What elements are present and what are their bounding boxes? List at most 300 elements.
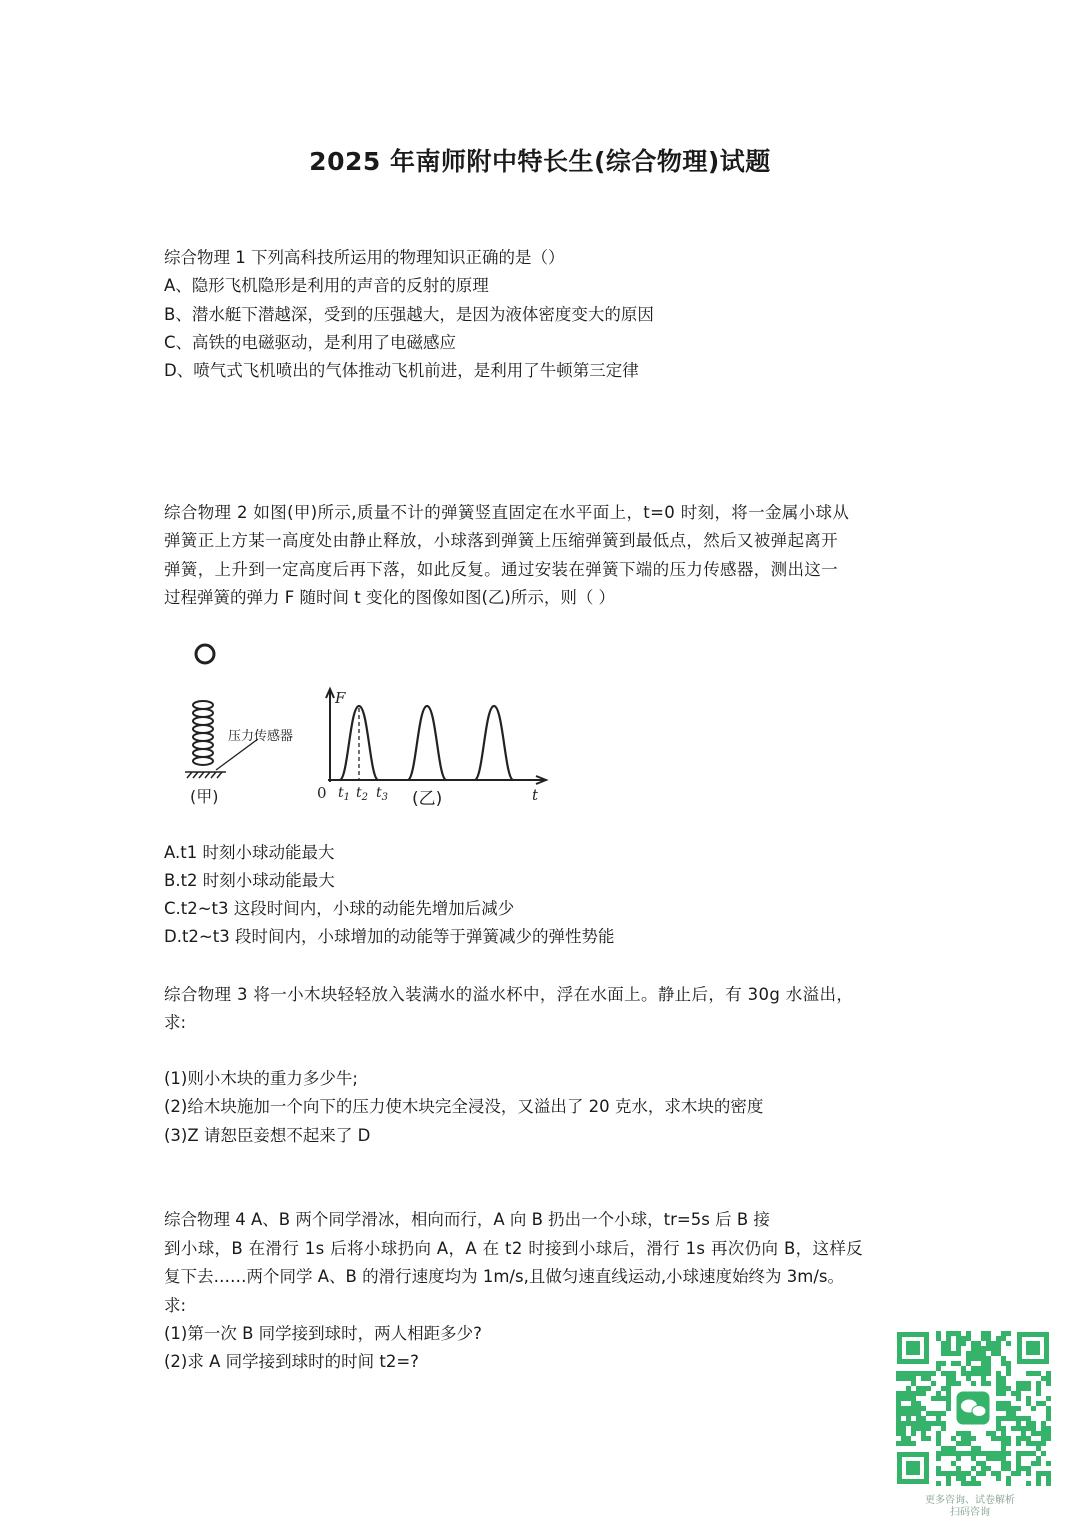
q2-option-d: D.t2~t3 段时间内，小球增加的动能等于弹簧减少的弹性势能 (164, 927, 615, 946)
qr-module (916, 1426, 921, 1431)
qr-caption-line-1: 更多咨询、试卷解析 (925, 1495, 1015, 1506)
force-pulse-3 (475, 706, 513, 780)
qr-module (911, 1441, 916, 1446)
qr-module (1001, 1376, 1006, 1381)
qr-module (941, 1346, 946, 1351)
qr-module (916, 1416, 921, 1421)
qr-module (946, 1386, 951, 1391)
qr-module (971, 1481, 976, 1486)
qr-module (1006, 1441, 1011, 1446)
qr-module (976, 1461, 981, 1466)
qr-module (911, 1381, 916, 1386)
qr-module (951, 1361, 956, 1366)
qr-module (936, 1366, 941, 1371)
qr-module (1016, 1396, 1021, 1401)
qr-module (966, 1431, 971, 1436)
qr-module (921, 1431, 926, 1436)
q2-stem-line-4: 过程弹簧的弹力 F 随时间 t 变化的图像如图(乙)所示，则（ ） (164, 588, 616, 607)
q2-figure (180, 640, 560, 810)
qr-module (901, 1376, 906, 1381)
qr-module (971, 1346, 976, 1351)
qr-module (896, 1406, 901, 1411)
qr-module (1046, 1481, 1051, 1486)
qr-code[interactable] (893, 1328, 1053, 1493)
qr-module (1036, 1386, 1041, 1391)
qr-module (951, 1371, 956, 1376)
qr-module (951, 1446, 956, 1451)
qr-module (1006, 1461, 1011, 1466)
qr-module (966, 1441, 971, 1446)
qr-module (921, 1391, 926, 1396)
qr-module (896, 1391, 901, 1396)
qr-module (1001, 1451, 1006, 1456)
qr-module (1041, 1436, 1046, 1441)
qr-module (1036, 1391, 1041, 1396)
qr-module (1041, 1426, 1046, 1431)
qr-module (1001, 1446, 1006, 1451)
qr-module (1026, 1466, 1031, 1471)
qr-module (966, 1336, 971, 1341)
qr-module (996, 1416, 1001, 1421)
qr-module (1031, 1461, 1036, 1466)
qr-module (951, 1436, 956, 1441)
sensor-label: 压力传感器 (228, 729, 294, 744)
qr-module (1001, 1401, 1006, 1406)
qr-module (896, 1441, 901, 1446)
qr-module (936, 1331, 941, 1336)
qr-module (1001, 1356, 1006, 1361)
qr-module (956, 1381, 961, 1386)
qr-module (996, 1371, 1001, 1376)
qr-module (906, 1386, 911, 1391)
qr-module (956, 1361, 961, 1366)
qr-module (1031, 1441, 1036, 1446)
q1-stem: 综合物理 1 下列高科技所运用的物理知识正确的是（） (164, 248, 565, 267)
qr-module (1031, 1451, 1036, 1456)
qr-module (981, 1451, 986, 1456)
figure-caption-left: (甲) (190, 787, 219, 806)
qr-module (996, 1336, 1001, 1341)
qr-module (1026, 1436, 1031, 1441)
qr-module (946, 1481, 951, 1486)
qr-module (896, 1411, 901, 1416)
qr-module (1016, 1391, 1021, 1396)
qr-module (941, 1421, 946, 1426)
qr-module (996, 1451, 1001, 1456)
qr-module (901, 1391, 906, 1396)
qr-module (901, 1441, 906, 1446)
qr-module (1001, 1416, 1006, 1421)
qr-module (901, 1411, 906, 1416)
qr-module (971, 1436, 976, 1441)
qr-module (941, 1361, 946, 1366)
q1-option-b: B、潜水艇下潜越深，受到的压强越大，是因为液体密度变大的原因 (164, 305, 654, 324)
qr-module (1016, 1451, 1021, 1456)
qr-module (1026, 1381, 1031, 1386)
qr-module (996, 1376, 1001, 1381)
q2-stem-line-1: 综合物理 2 如图(甲)所示,质量不计的弹簧竖直固定在水平面上，t=0 时刻，将一金属小球从 (164, 503, 850, 522)
qr-module (1041, 1471, 1046, 1476)
qr-module (1021, 1451, 1026, 1456)
qr-module (1016, 1426, 1021, 1431)
qr-module (936, 1451, 941, 1456)
qr-module (996, 1351, 1001, 1356)
qr-module (1006, 1406, 1011, 1411)
qr-module (1036, 1481, 1041, 1486)
qr-module (1046, 1436, 1051, 1441)
qr-module (1011, 1426, 1016, 1431)
qr-module (921, 1416, 926, 1421)
qr-module (966, 1331, 971, 1336)
qr-module (951, 1351, 956, 1356)
qr-module (966, 1481, 971, 1486)
qr-module (991, 1346, 996, 1351)
qr-module (941, 1386, 946, 1391)
qr-module (1006, 1401, 1011, 1406)
qr-module (936, 1471, 941, 1476)
qr-module (981, 1351, 986, 1356)
qr-module (996, 1381, 1001, 1386)
q2-option-c: C.t2~t3 这段时间内，小球的动能先增加后减少 (164, 899, 515, 918)
qr-module (986, 1346, 991, 1351)
qr-module (921, 1426, 926, 1431)
qr-module (926, 1436, 931, 1441)
wechat-icon (955, 1390, 991, 1426)
qr-module (946, 1376, 951, 1381)
qr-module (1046, 1461, 1051, 1466)
qr-module (1041, 1376, 1046, 1381)
qr-module (901, 1426, 906, 1431)
qr-module (981, 1376, 986, 1381)
qr-module (986, 1331, 991, 1336)
qr-module (986, 1361, 991, 1366)
qr-module (1016, 1421, 1021, 1426)
qr-module (971, 1451, 976, 1456)
qr-module (916, 1391, 921, 1396)
qr-module (1006, 1386, 1011, 1391)
tick-label-t2: $t_2$ (356, 785, 369, 803)
qr-module (1016, 1461, 1021, 1466)
qr-module (941, 1396, 946, 1401)
qr-module (1036, 1446, 1041, 1451)
qr-module (896, 1401, 901, 1406)
qr-module (911, 1391, 916, 1396)
qr-module (956, 1341, 961, 1346)
qr-module (916, 1411, 921, 1416)
spring (193, 701, 213, 765)
qr-module (1046, 1426, 1051, 1431)
qr-module (986, 1456, 991, 1461)
qr-module (986, 1366, 991, 1371)
qr-module (986, 1371, 991, 1376)
qr-module (1001, 1386, 1006, 1391)
qr-module (996, 1401, 1001, 1406)
qr-module (956, 1336, 961, 1341)
qr-module (996, 1406, 1001, 1411)
qr-module (946, 1381, 951, 1386)
qr-module (911, 1411, 916, 1416)
qr-module (1001, 1426, 1006, 1431)
qr-module (1031, 1431, 1036, 1436)
qr-module (966, 1471, 971, 1476)
qr-module (936, 1411, 941, 1416)
qr-module (956, 1441, 961, 1446)
qr-module (951, 1331, 956, 1336)
qr-module (1046, 1431, 1051, 1436)
qr-module (1001, 1466, 1006, 1471)
qr-module (1006, 1476, 1011, 1481)
qr-module (936, 1431, 941, 1436)
qr-module (946, 1446, 951, 1451)
qr-module (896, 1426, 901, 1431)
q4-stem-line-2: 到小球，B 在滑行 1s 后将小球扔向 A，A 在 t2 时接到小球后，滑行 1s 再次仍向 B，这样反 (164, 1239, 864, 1258)
qr-module (946, 1371, 951, 1376)
qr-module (911, 1396, 916, 1401)
qr-module (981, 1346, 986, 1351)
figure-caption-right: (乙) (412, 789, 443, 809)
qr-module (1026, 1416, 1031, 1421)
qr-module (986, 1381, 991, 1386)
qr-module (1036, 1401, 1041, 1406)
qr-module (966, 1356, 971, 1361)
qr-module (976, 1471, 981, 1476)
metal-ball (196, 645, 214, 663)
qr-module (906, 1406, 911, 1411)
qr-module (926, 1411, 931, 1416)
qr-module (986, 1336, 991, 1341)
qr-module (961, 1341, 966, 1346)
qr-module (991, 1341, 996, 1346)
qr-module (916, 1371, 921, 1376)
qr-module (911, 1426, 916, 1431)
origin-label: 0 (317, 784, 327, 802)
qr-module (1041, 1441, 1046, 1446)
qr-module (941, 1426, 946, 1431)
qr-module (986, 1466, 991, 1471)
qr-module (946, 1451, 951, 1456)
qr-module (961, 1451, 966, 1456)
qr-module (996, 1426, 1001, 1431)
qr-module (976, 1356, 981, 1361)
qr-module (946, 1346, 951, 1351)
qr-module (956, 1351, 961, 1356)
qr-module (1046, 1381, 1051, 1386)
qr-module (971, 1366, 976, 1371)
qr-module (1036, 1456, 1041, 1461)
q2-stem-line-3: 弹簧，上升到一定高度后再下落，如此反复。通过安装在弹簧下端的压力传感器，测出这一 (164, 560, 838, 579)
qr-module (991, 1436, 996, 1441)
qr-module (1036, 1461, 1041, 1466)
qr-module (971, 1476, 976, 1481)
qr-module (956, 1331, 961, 1336)
qr-module (936, 1466, 941, 1471)
qr-module (901, 1406, 906, 1411)
qr-module (901, 1436, 906, 1441)
qr-module (896, 1371, 901, 1376)
qr-module (971, 1341, 976, 1346)
qr-module (926, 1371, 931, 1376)
qr-module (896, 1396, 901, 1401)
qr-module (966, 1351, 971, 1356)
qr-module (896, 1376, 901, 1381)
qr-module (1016, 1406, 1021, 1411)
qr-module (976, 1481, 981, 1486)
qr-module (916, 1386, 921, 1391)
qr-module (1046, 1476, 1051, 1481)
qr-module (1011, 1406, 1016, 1411)
qr-module (1016, 1456, 1021, 1461)
qr-module (961, 1441, 966, 1446)
qr-module (996, 1391, 1001, 1396)
qr-module (921, 1406, 926, 1411)
qr-module (936, 1456, 941, 1461)
qr-module (996, 1346, 1001, 1351)
qr-module (1001, 1431, 1006, 1436)
qr-module (1006, 1371, 1011, 1376)
qr-module (946, 1391, 951, 1396)
qr-module (931, 1371, 936, 1376)
qr-module (1026, 1481, 1031, 1486)
qr-module (946, 1476, 951, 1481)
qr-module (1006, 1341, 1011, 1346)
qr-module (1021, 1431, 1026, 1436)
qr-module (1001, 1441, 1006, 1446)
q3-part-3: (3)Z 请恕臣妾想不起来了 D (164, 1126, 371, 1145)
qr-module (1006, 1466, 1011, 1471)
qr-module (1021, 1416, 1026, 1421)
qr-module (966, 1436, 971, 1441)
qr-module (961, 1471, 966, 1476)
qr-module (936, 1416, 941, 1421)
qr-module (1036, 1471, 1041, 1476)
qr-module (971, 1466, 976, 1471)
qr-module (961, 1336, 966, 1341)
qr-module (1006, 1481, 1011, 1486)
qr-module (971, 1446, 976, 1451)
qr-module (1016, 1381, 1021, 1386)
qr-module (936, 1481, 941, 1486)
qr-module (921, 1371, 926, 1376)
qr-module (1046, 1371, 1051, 1376)
qr-module (1006, 1416, 1011, 1421)
qr-module (921, 1386, 926, 1391)
qr-module (956, 1476, 961, 1481)
qr-module (906, 1436, 911, 1441)
q4-stem-line-1: 综合物理 4 A、B 两个同学滑冰，相向而行，A 向 B 扔出一个小球，tr=5s 后 B 接 (164, 1210, 770, 1229)
qr-module (961, 1366, 966, 1371)
qr-module (896, 1421, 901, 1426)
q1-option-a: A、隐形飞机隐形是利用的声音的反射的原理 (164, 276, 489, 295)
qr-module (1046, 1471, 1051, 1476)
qr-module (1021, 1426, 1026, 1431)
qr-module (901, 1421, 906, 1426)
qr-module (946, 1396, 951, 1401)
qr-module (1001, 1391, 1006, 1396)
qr-module (1016, 1466, 1021, 1471)
qr-module (991, 1351, 996, 1356)
qr-module (911, 1371, 916, 1376)
qr-module (1011, 1391, 1016, 1396)
q2-option-a: A.t1 时刻小球动能最大 (164, 843, 335, 862)
qr-module (1046, 1416, 1051, 1421)
q4-part-1: (1)第一次 B 同学接到球时，两人相距多少? (164, 1324, 482, 1343)
qr-module (996, 1436, 1001, 1441)
qr-module (1006, 1451, 1011, 1456)
qr-module (916, 1421, 921, 1426)
qr-module (1046, 1411, 1051, 1416)
qr-module (931, 1411, 936, 1416)
qr-module (946, 1336, 951, 1341)
qr-module (1026, 1401, 1031, 1406)
qr-module (921, 1421, 926, 1426)
qr-module (1016, 1471, 1021, 1476)
qr-module (981, 1466, 986, 1471)
qr-module (1026, 1441, 1031, 1446)
q4-stem-line-4: 求: (164, 1296, 187, 1315)
qr-module (961, 1371, 966, 1376)
qr-module (1026, 1471, 1031, 1476)
qr-module (981, 1371, 986, 1376)
qr-module (956, 1346, 961, 1351)
qr-module (1036, 1441, 1041, 1446)
qr-module (1001, 1336, 1006, 1341)
qr-module (946, 1401, 951, 1406)
qr-module (1031, 1426, 1036, 1431)
qr-module (961, 1436, 966, 1441)
qr-module (1021, 1381, 1026, 1386)
qr-module (966, 1451, 971, 1456)
qr-module (961, 1481, 966, 1486)
qr-module (1001, 1406, 1006, 1411)
qr-module (921, 1436, 926, 1441)
qr-module (926, 1386, 931, 1391)
q2-stem-line-2: 弹簧正上方某一高度处由静止释放，小球落到弹簧上压缩弹簧到最低点，然后又被弹起离开 (164, 531, 838, 550)
qr-module (941, 1341, 946, 1346)
qr-module (971, 1371, 976, 1376)
qr-module (966, 1361, 971, 1366)
qr-module (906, 1441, 911, 1446)
qr-module (981, 1356, 986, 1361)
qr-module (976, 1366, 981, 1371)
qr-module (1001, 1381, 1006, 1386)
qr-module (1006, 1411, 1011, 1416)
qr-module (951, 1376, 956, 1381)
qr-module (911, 1421, 916, 1426)
qr-module (931, 1381, 936, 1386)
qr-module (941, 1351, 946, 1356)
qr-module (946, 1331, 951, 1336)
qr-module (1021, 1466, 1026, 1471)
qr-module (1001, 1436, 1006, 1441)
qr-module (1006, 1361, 1011, 1366)
qr-module (951, 1461, 956, 1466)
qr-module (971, 1381, 976, 1386)
qr-module (976, 1341, 981, 1346)
qr-module (906, 1376, 911, 1381)
qr-module (926, 1421, 931, 1426)
qr-module (901, 1396, 906, 1401)
q3-part-1: (1)则小木块的重力多少牛; (164, 1069, 358, 1088)
qr-module (961, 1476, 966, 1481)
qr-module (971, 1356, 976, 1361)
page-title: 2025 年南师附中特长生(综合物理)试题 (309, 147, 771, 176)
qr-module (971, 1456, 976, 1461)
qr-module (991, 1451, 996, 1456)
qr-module (941, 1446, 946, 1451)
qr-caption-line-2: 扫码咨询 (950, 1507, 990, 1518)
qr-module (906, 1396, 911, 1401)
qr-module (1036, 1476, 1041, 1481)
